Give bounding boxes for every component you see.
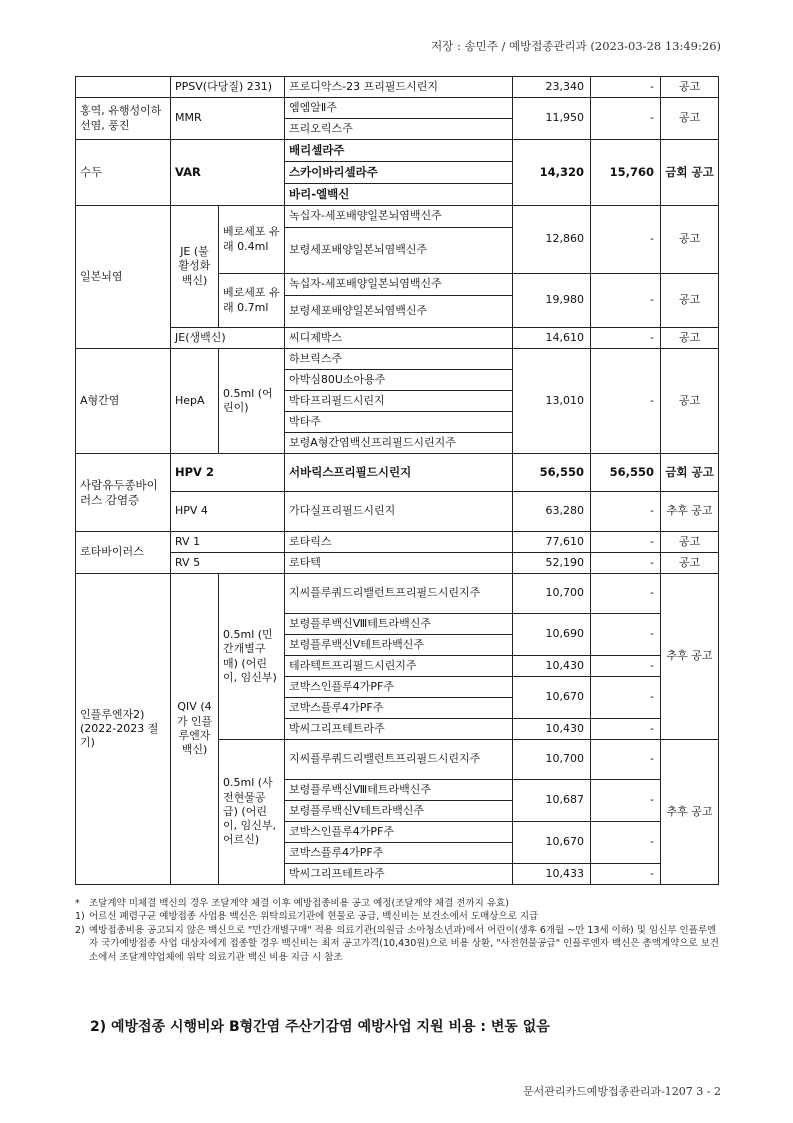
price-cell: 12,860 [513, 206, 591, 274]
dose-cell: 베로세포 유래 0.7ml [219, 274, 285, 328]
vaccine-cell: HepA [171, 349, 219, 454]
notice-cell: 추후 공고 [661, 740, 719, 885]
disease-cell: 사람유두종바이러스 감염증 [76, 454, 171, 532]
change-cell: - [591, 98, 661, 140]
change-cell: - [591, 656, 661, 677]
product-cell: 테라텍트프리필드시린지주 [285, 656, 513, 677]
price-cell: 11,950 [513, 98, 591, 140]
change-cell: - [591, 574, 661, 614]
product-cell: 보령세포배양일본뇌염백신주 [285, 296, 513, 328]
disease-cell: 홍역, 유행성이하선염, 풍진 [76, 98, 171, 140]
change-cell: - [591, 328, 661, 349]
vaccine-cell: RV 1 [171, 532, 285, 553]
product-cell: 보령A형간염백신프리필드시린지주 [285, 433, 513, 454]
product-cell: 보령플루백신Ⅷ테트라백신주 [285, 614, 513, 635]
price-cell: 10,670 [513, 822, 591, 864]
notice-cell: 공고 [661, 274, 719, 328]
vaccine-cell: MMR [171, 98, 285, 140]
price-cell: 10,430 [513, 719, 591, 740]
footnote [75, 910, 725, 923]
vaccine-cell: HPV 2 [171, 454, 285, 492]
product-cell: 코박스인플루4가PF주 [285, 677, 513, 698]
change-cell: - [591, 553, 661, 574]
change-cell: 15,760 [591, 140, 661, 206]
table-row [76, 532, 719, 553]
notice-cell: 추후 공고 [661, 492, 719, 532]
vaccine-cell: HPV 4 [171, 492, 285, 532]
notice-cell: 금회 공고 [661, 454, 719, 492]
price-cell: 10,690 [513, 614, 591, 656]
product-cell: 박타프리필드시린지 [285, 391, 513, 412]
vaccine-cell: PPSV(다당질) 231) [171, 77, 285, 98]
product-cell: 가다실프리필드시린지 [285, 492, 513, 532]
page-footer: 문서관리카드예방접종관리과-1207 3 - 2 [522, 1085, 721, 1098]
table-row [76, 206, 719, 228]
product-cell: 코박스플루4가PF주 [285, 698, 513, 719]
footnote-text: 어르신 폐렴구균 예방접종 사업용 백신은 위탁의료기관에 현물로 공급, 백신비는 보건소에서 도매상으로 지급 [89, 911, 539, 923]
price-cell: 14,610 [513, 328, 591, 349]
change-cell: - [591, 719, 661, 740]
product-cell: 씨디제박스 [285, 328, 513, 349]
change-cell: - [591, 206, 661, 274]
product-cell: 코박스플루4가PF주 [285, 843, 513, 864]
price-cell: 77,610 [513, 532, 591, 553]
product-cell: 로타텍 [285, 553, 513, 574]
notice-cell: 추후 공고 [661, 574, 719, 740]
disease-cell: 일본뇌염 [76, 206, 171, 349]
change-cell: - [591, 274, 661, 328]
product-cell: 박타주 [285, 412, 513, 433]
notice-cell: 공고 [661, 349, 719, 454]
table-row [76, 77, 719, 98]
table-row [76, 454, 719, 492]
footnote-text: 예방접종비용 공고되지 않은 백신으로 "민간개별구매" 적용 의료기관(의원급 소아청소년과)에서 어린이(생후 6개월 ~만 13세 이하) 및 임신부 인플루엔자 국가예방접종 사업 대상자에게 접종할 경우 백신비는 최저 공고가격(10,430원)으로 비용 상환, "사전현물공급" 인플루엔자 백신은 총액계약으로 보건소에서 조달계약업체에 위탁 의료기관 백신 비용 지급 시 참조 [89, 924, 719, 963]
footnotes [75, 897, 725, 964]
disease-cell: 인플루엔자2) (2022-2023 절기) [76, 574, 171, 885]
price-cell: 10,670 [513, 677, 591, 719]
product-cell: 보령플루백신Ⅷ테트라백신주 [285, 780, 513, 801]
disease-cell: A형간염 [76, 349, 171, 454]
save-stamp: 저장 : 송민주 / 예방접종관리과 (2023-03-28 13:49:26) [431, 39, 721, 53]
disease-cell: 로타바이러스 [76, 532, 171, 574]
table-row [76, 140, 719, 162]
change-cell: 56,550 [591, 454, 661, 492]
product-cell: 엠엠알Ⅱ주 [285, 98, 513, 119]
price-cell: 10,700 [513, 740, 591, 780]
change-cell: - [591, 822, 661, 864]
change-cell: - [591, 532, 661, 553]
product-cell: 배리셀라주 [285, 140, 513, 162]
notice-cell: 공고 [661, 98, 719, 140]
table-row [76, 98, 719, 119]
change-cell: - [591, 349, 661, 454]
vaccine-cell: RV 5 [171, 553, 285, 574]
notice-cell: 공고 [661, 77, 719, 98]
vaccine-price-table [75, 76, 719, 885]
table-row [76, 574, 719, 614]
price-cell: 19,980 [513, 274, 591, 328]
product-cell: 아박심80U소아용주 [285, 370, 513, 391]
price-cell: 10,687 [513, 780, 591, 822]
vaccine-cell: JE (불활성화 백신) [171, 206, 219, 328]
section-heading: 2) 예방접종 시행비와 B형간염 주산기감염 예방사업 지원 비용 : 변동 없음 [90, 1019, 550, 1035]
vaccine-cell: JE(생백신) [171, 328, 285, 349]
footnote-mark: 1) [75, 911, 85, 923]
product-cell: 프로디악스-23 프리필드시린지 [285, 77, 513, 98]
table-row [76, 328, 719, 349]
footnote [75, 924, 725, 964]
price-cell: 23,340 [513, 77, 591, 98]
price-cell: 63,280 [513, 492, 591, 532]
footnote [75, 897, 725, 910]
product-cell: 서바릭스프리필드시린지 [285, 454, 513, 492]
dose-cell: 0.5ml (어린이) [219, 349, 285, 454]
price-cell: 56,550 [513, 454, 591, 492]
footnote-text: 조달계약 미체결 백신의 경우 조달계약 체결 이후 예방접종비용 공고 예정(조달계약 체결 전까지 유효) [89, 898, 509, 909]
notice-cell: 공고 [661, 532, 719, 553]
footnote-mark: 2) [75, 924, 85, 936]
change-cell: - [591, 492, 661, 532]
price-cell: 52,190 [513, 553, 591, 574]
change-cell: - [591, 780, 661, 822]
notice-cell: 공고 [661, 553, 719, 574]
product-cell: 보령플루백신Ⅴ테트라백신주 [285, 635, 513, 656]
product-cell: 지씨플루쿼드리밸런트프리필드시린지주 [285, 574, 513, 614]
notice-cell: 금회 공고 [661, 140, 719, 206]
product-cell: 하브릭스주 [285, 349, 513, 370]
change-cell: - [591, 740, 661, 780]
product-cell: 프리오릭스주 [285, 119, 513, 140]
footnote-mark: * [75, 898, 80, 909]
vaccine-cell: VAR [171, 140, 285, 206]
price-cell: 13,010 [513, 349, 591, 454]
product-cell: 녹십자-세포배양일본뇌염백신주 [285, 274, 513, 296]
dose-cell: 베로세포 유래 0.4ml [219, 206, 285, 274]
disease-cell [76, 77, 171, 98]
dose-cell: 0.5ml (민간개별구매) (어린이, 임신부) [219, 574, 285, 740]
product-cell: 보령플루백신Ⅴ테트라백신주 [285, 801, 513, 822]
product-cell: 로타릭스 [285, 532, 513, 553]
change-cell: - [591, 77, 661, 98]
change-cell: - [591, 677, 661, 719]
product-cell: 바리-엘백신 [285, 184, 513, 206]
table-row [76, 349, 719, 370]
price-cell: 10,430 [513, 656, 591, 677]
change-cell: - [591, 864, 661, 885]
disease-cell: 수두 [76, 140, 171, 206]
notice-cell: 공고 [661, 328, 719, 349]
product-cell: 스카이바리셀라주 [285, 162, 513, 184]
table-row [76, 553, 719, 574]
notice-cell: 공고 [661, 206, 719, 274]
price-cell: 10,433 [513, 864, 591, 885]
change-cell: - [591, 614, 661, 656]
product-cell: 보령세포배양일본뇌염백신주 [285, 228, 513, 274]
price-cell: 10,700 [513, 574, 591, 614]
table-row [76, 492, 719, 532]
product-cell: 박씨그리프테트라주 [285, 719, 513, 740]
product-cell: 지씨플루쿼드리밸런트프리필드시린지주 [285, 740, 513, 780]
product-cell: 박씨그리프테트라주 [285, 864, 513, 885]
product-cell: 코박스인플루4가PF주 [285, 822, 513, 843]
vaccine-cell: QIV (4가 인플루엔자 백신) [171, 574, 219, 885]
product-cell: 녹십자-세포배양일본뇌염백신주 [285, 206, 513, 228]
price-cell: 14,320 [513, 140, 591, 206]
dose-cell: 0.5ml (사전현물공급) (어린이, 임신부, 어르신) [219, 740, 285, 885]
